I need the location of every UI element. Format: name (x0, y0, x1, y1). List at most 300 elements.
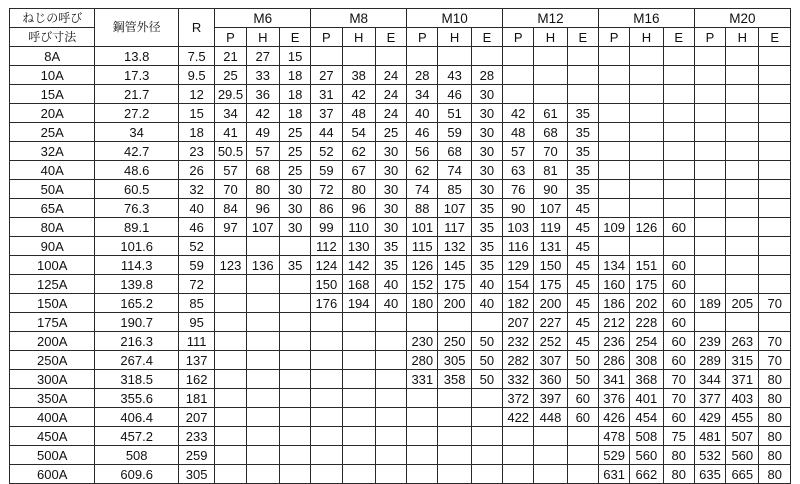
cell-m6-p: 21 (215, 47, 246, 66)
cell-m16-p (598, 104, 629, 123)
cell-m12-p: 116 (503, 237, 534, 256)
cell-m16-e: 60 (663, 218, 694, 237)
cell-m20-h: 205 (726, 294, 759, 313)
cell-m6-p (215, 275, 246, 294)
cell-m20-h: 507 (726, 427, 759, 446)
cell-m16-p: 236 (598, 332, 629, 351)
cell-m16-h (630, 47, 663, 66)
cell-m8-h: 142 (342, 256, 375, 275)
cell-m10-h: 107 (438, 199, 471, 218)
cell-r: 26 (178, 161, 214, 180)
cell-m6-e: 30 (279, 180, 310, 199)
cell-m20-p (694, 199, 725, 218)
cell-m20-p: 189 (694, 294, 725, 313)
subheader-m20-p: P (694, 28, 725, 47)
cell-m16-p (598, 123, 629, 142)
subheader-m12-h: H (534, 28, 567, 47)
cell-m16-e (663, 142, 694, 161)
cell-m10-p: 331 (407, 370, 438, 389)
cell-m6-p (215, 313, 246, 332)
cell-m12-p: 42 (503, 104, 534, 123)
cell-r: 7.5 (178, 47, 214, 66)
cell-m12-p: 90 (503, 199, 534, 218)
cell-m12-h (534, 427, 567, 446)
cell-m20-p: 532 (694, 446, 725, 465)
cell-m8-e (375, 313, 406, 332)
header-size-m12: M12 (503, 9, 599, 28)
cell-m12-p: 182 (503, 294, 534, 313)
cell-r: 52 (178, 237, 214, 256)
subheader-m8-h: H (342, 28, 375, 47)
table-body (10, 47, 791, 484)
cell-m8-h (342, 408, 375, 427)
cell-m8-p (311, 47, 342, 66)
cell-m8-h (342, 313, 375, 332)
cell-r: 207 (178, 408, 214, 427)
cell-nominal-size: 500A (10, 446, 95, 465)
table-row (10, 199, 791, 218)
cell-m16-p: 186 (598, 294, 629, 313)
cell-pipe-od: 60.5 (95, 180, 178, 199)
subheader-m10-h: H (438, 28, 471, 47)
cell-m20-p (694, 66, 725, 85)
cell-m20-e (759, 199, 791, 218)
cell-m12-p (503, 85, 534, 104)
cell-pipe-od: 13.8 (95, 47, 178, 66)
cell-m10-h: 200 (438, 294, 471, 313)
cell-m10-e (471, 313, 502, 332)
cell-m16-h: 254 (630, 332, 663, 351)
cell-m16-h: 151 (630, 256, 663, 275)
cell-m12-h (534, 66, 567, 85)
cell-m10-p (407, 465, 438, 484)
cell-m12-h: 227 (534, 313, 567, 332)
cell-m12-e (567, 85, 598, 104)
subheader-m10-p: P (407, 28, 438, 47)
cell-m10-h: 85 (438, 180, 471, 199)
cell-m16-e: 80 (663, 465, 694, 484)
header-nominal-size: 呼び寸法 (10, 28, 95, 47)
cell-m8-h: 42 (342, 85, 375, 104)
cell-m8-h: 48 (342, 104, 375, 123)
cell-m16-h (630, 104, 663, 123)
cell-m6-p: 97 (215, 218, 246, 237)
cell-m12-p: 422 (503, 408, 534, 427)
cell-m20-p: 239 (694, 332, 725, 351)
cell-m20-p (694, 47, 725, 66)
table-row (10, 332, 791, 351)
cell-m16-e (663, 180, 694, 199)
cell-m12-h: 81 (534, 161, 567, 180)
cell-m10-e: 30 (471, 123, 502, 142)
cell-m8-p: 86 (311, 199, 342, 218)
cell-m8-p: 27 (311, 66, 342, 85)
cell-pipe-od: 165.2 (95, 294, 178, 313)
cell-m16-e: 70 (663, 370, 694, 389)
cell-m16-e (663, 237, 694, 256)
table-row (10, 389, 791, 408)
cell-m10-p: 28 (407, 66, 438, 85)
cell-m20-p (694, 313, 725, 332)
cell-m16-e (663, 161, 694, 180)
cell-m8-p: 99 (311, 218, 342, 237)
cell-nominal-size: 20A (10, 104, 95, 123)
cell-m20-p (694, 218, 725, 237)
cell-m10-e (471, 465, 502, 484)
cell-m6-h (246, 427, 279, 446)
cell-m20-p (694, 85, 725, 104)
cell-m16-h: 126 (630, 218, 663, 237)
cell-m8-h (342, 389, 375, 408)
cell-m10-h (438, 427, 471, 446)
cell-pipe-od: 114.3 (95, 256, 178, 275)
cell-m10-p: 180 (407, 294, 438, 313)
cell-pipe-od: 139.8 (95, 275, 178, 294)
cell-m6-h (246, 408, 279, 427)
cell-m12-e (567, 66, 598, 85)
cell-m6-p (215, 351, 246, 370)
cell-m8-p: 31 (311, 85, 342, 104)
cell-pipe-od: 42.7 (95, 142, 178, 161)
cell-m20-h (726, 256, 759, 275)
cell-m16-h: 228 (630, 313, 663, 332)
cell-m8-e: 24 (375, 85, 406, 104)
cell-m8-p: 44 (311, 123, 342, 142)
cell-nominal-size: 50A (10, 180, 95, 199)
cell-m12-e (567, 446, 598, 465)
header-size-m8: M8 (311, 9, 407, 28)
cell-m10-p: 62 (407, 161, 438, 180)
subheader-m8-e: E (375, 28, 406, 47)
cell-m20-e (759, 218, 791, 237)
cell-m6-p (215, 389, 246, 408)
cell-m20-e: 80 (759, 465, 791, 484)
cell-m8-h: 67 (342, 161, 375, 180)
cell-m12-e: 60 (567, 408, 598, 427)
cell-r: 23 (178, 142, 214, 161)
cell-m6-e (279, 408, 310, 427)
cell-m16-h: 175 (630, 275, 663, 294)
header-size-m20: M20 (694, 9, 790, 28)
table-row (10, 256, 791, 275)
cell-m16-p: 341 (598, 370, 629, 389)
cell-m8-p (311, 389, 342, 408)
cell-m10-h: 59 (438, 123, 471, 142)
cell-m8-p: 72 (311, 180, 342, 199)
table-row (10, 313, 791, 332)
cell-nominal-size: 600A (10, 465, 95, 484)
cell-m16-h: 202 (630, 294, 663, 313)
cell-r: 18 (178, 123, 214, 142)
cell-m10-h (438, 446, 471, 465)
cell-nominal-size: 32A (10, 142, 95, 161)
cell-m16-p: 286 (598, 351, 629, 370)
cell-m20-e: 80 (759, 446, 791, 465)
cell-nominal-size: 8A (10, 47, 95, 66)
cell-m6-e (279, 332, 310, 351)
header-size-m10: M10 (407, 9, 503, 28)
cell-m8-h (342, 370, 375, 389)
cell-m6-h (246, 275, 279, 294)
cell-pipe-od: 190.7 (95, 313, 178, 332)
cell-m20-e (759, 237, 791, 256)
cell-m20-e (759, 161, 791, 180)
cell-m10-e: 30 (471, 161, 502, 180)
cell-m10-p: 115 (407, 237, 438, 256)
cell-m8-e (375, 427, 406, 446)
cell-m20-e (759, 104, 791, 123)
table-row (10, 161, 791, 180)
cell-m6-h: 33 (246, 66, 279, 85)
cell-m16-p (598, 66, 629, 85)
table-row (10, 104, 791, 123)
cell-r: 15 (178, 104, 214, 123)
cell-m10-h (438, 313, 471, 332)
cell-m10-p: 126 (407, 256, 438, 275)
cell-r: 12 (178, 85, 214, 104)
cell-m12-e: 60 (567, 389, 598, 408)
cell-m16-e (663, 199, 694, 218)
cell-m6-e (279, 465, 310, 484)
cell-m6-p (215, 408, 246, 427)
cell-m8-e: 30 (375, 161, 406, 180)
cell-pipe-od: 457.2 (95, 427, 178, 446)
cell-m10-e (471, 408, 502, 427)
cell-m16-h (630, 161, 663, 180)
cell-m20-h (726, 66, 759, 85)
cell-m10-e: 35 (471, 218, 502, 237)
cell-m12-e: 45 (567, 256, 598, 275)
table-row (10, 351, 791, 370)
cell-r: 32 (178, 180, 214, 199)
cell-m12-p: 332 (503, 370, 534, 389)
header-pipe-outer-diameter: 鋼管外径 (95, 9, 178, 47)
cell-m10-e: 30 (471, 104, 502, 123)
cell-m12-p: 154 (503, 275, 534, 294)
cell-pipe-od: 406.4 (95, 408, 178, 427)
cell-m6-h (246, 370, 279, 389)
cell-m20-e (759, 85, 791, 104)
cell-m12-h: 119 (534, 218, 567, 237)
cell-m16-h: 368 (630, 370, 663, 389)
cell-m8-e (375, 389, 406, 408)
cell-m8-p (311, 313, 342, 332)
cell-m12-e: 50 (567, 351, 598, 370)
cell-m8-p (311, 332, 342, 351)
cell-r: 72 (178, 275, 214, 294)
cell-m20-p: 289 (694, 351, 725, 370)
cell-m16-p: 134 (598, 256, 629, 275)
cell-m16-p: 478 (598, 427, 629, 446)
cell-m12-h: 131 (534, 237, 567, 256)
subheader-m20-e: E (759, 28, 791, 47)
cell-m10-h: 46 (438, 85, 471, 104)
cell-m12-h: 175 (534, 275, 567, 294)
cell-m8-h: 38 (342, 66, 375, 85)
cell-m6-e: 25 (279, 123, 310, 142)
cell-m20-h: 371 (726, 370, 759, 389)
cell-m12-h: 200 (534, 294, 567, 313)
cell-m6-p: 84 (215, 199, 246, 218)
cell-m8-h (342, 465, 375, 484)
cell-r: 137 (178, 351, 214, 370)
cell-m12-p (503, 47, 534, 66)
cell-m10-p: 46 (407, 123, 438, 142)
table-row (10, 237, 791, 256)
cell-m20-e: 70 (759, 351, 791, 370)
cell-m12-h: 397 (534, 389, 567, 408)
cell-m16-e (663, 85, 694, 104)
cell-m20-e: 80 (759, 370, 791, 389)
pipe-bolt-spec-table (9, 8, 791, 484)
table-row (10, 294, 791, 313)
cell-m12-e: 35 (567, 123, 598, 142)
cell-m10-e: 30 (471, 142, 502, 161)
subheader-m6-h: H (246, 28, 279, 47)
cell-m10-e (471, 389, 502, 408)
cell-m20-p (694, 104, 725, 123)
cell-m6-p (215, 237, 246, 256)
table-row (10, 465, 791, 484)
cell-r: 95 (178, 313, 214, 332)
cell-nominal-size: 150A (10, 294, 95, 313)
cell-m20-h (726, 218, 759, 237)
cell-m20-h: 665 (726, 465, 759, 484)
cell-m12-p: 63 (503, 161, 534, 180)
cell-r: 85 (178, 294, 214, 313)
cell-m6-p (215, 294, 246, 313)
cell-m10-h (438, 389, 471, 408)
cell-nominal-size: 25A (10, 123, 95, 142)
cell-m12-e: 35 (567, 104, 598, 123)
cell-m20-h (726, 180, 759, 199)
cell-m10-e: 50 (471, 351, 502, 370)
cell-pipe-od: 27.2 (95, 104, 178, 123)
cell-r: 46 (178, 218, 214, 237)
cell-nominal-size: 350A (10, 389, 95, 408)
cell-nominal-size: 450A (10, 427, 95, 446)
cell-m20-p (694, 237, 725, 256)
subheader-m12-e: E (567, 28, 598, 47)
cell-m20-e: 80 (759, 389, 791, 408)
cell-m10-h: 117 (438, 218, 471, 237)
cell-m12-e: 35 (567, 180, 598, 199)
cell-m16-p: 631 (598, 465, 629, 484)
cell-m12-h (534, 85, 567, 104)
cell-m10-p: 230 (407, 332, 438, 351)
cell-m20-p: 377 (694, 389, 725, 408)
cell-m8-h (342, 332, 375, 351)
cell-m16-h: 308 (630, 351, 663, 370)
cell-m8-h: 96 (342, 199, 375, 218)
cell-m6-e: 18 (279, 85, 310, 104)
cell-m12-e: 45 (567, 294, 598, 313)
cell-m20-e (759, 142, 791, 161)
cell-m8-p: 176 (311, 294, 342, 313)
subheader-m16-e: E (663, 28, 694, 47)
cell-m8-e: 25 (375, 123, 406, 142)
cell-m6-e (279, 294, 310, 313)
cell-nominal-size: 125A (10, 275, 95, 294)
cell-m20-e (759, 66, 791, 85)
cell-m8-p (311, 351, 342, 370)
cell-m8-h: 168 (342, 275, 375, 294)
cell-pipe-od: 34 (95, 123, 178, 142)
cell-m6-e: 25 (279, 142, 310, 161)
cell-r: 40 (178, 199, 214, 218)
cell-m10-e (471, 47, 502, 66)
cell-m12-h: 70 (534, 142, 567, 161)
cell-m6-e: 35 (279, 256, 310, 275)
cell-pipe-od: 267.4 (95, 351, 178, 370)
cell-m10-p (407, 47, 438, 66)
cell-m10-p: 74 (407, 180, 438, 199)
cell-m8-e (375, 351, 406, 370)
cell-m8-h: 130 (342, 237, 375, 256)
subheader-m16-h: H (630, 28, 663, 47)
cell-m20-p (694, 123, 725, 142)
table-row (10, 85, 791, 104)
cell-m10-p: 34 (407, 85, 438, 104)
cell-m8-e: 30 (375, 142, 406, 161)
cell-m16-h (630, 237, 663, 256)
cell-m8-h: 194 (342, 294, 375, 313)
cell-m6-h: 49 (246, 123, 279, 142)
cell-m16-p (598, 85, 629, 104)
cell-m6-h: 57 (246, 142, 279, 161)
header-size-m6: M6 (215, 9, 311, 28)
cell-m6-p: 41 (215, 123, 246, 142)
cell-m6-p: 70 (215, 180, 246, 199)
cell-m12-p: 48 (503, 123, 534, 142)
cell-m16-e: 60 (663, 332, 694, 351)
cell-m16-e (663, 47, 694, 66)
cell-m20-e: 70 (759, 294, 791, 313)
cell-m12-p: 76 (503, 180, 534, 199)
cell-m12-e: 35 (567, 161, 598, 180)
spec-table-container (9, 8, 791, 484)
cell-m12-h: 360 (534, 370, 567, 389)
cell-m8-e (375, 47, 406, 66)
cell-m10-h: 145 (438, 256, 471, 275)
cell-pipe-od: 89.1 (95, 218, 178, 237)
cell-m20-h (726, 104, 759, 123)
cell-pipe-od: 21.7 (95, 85, 178, 104)
cell-m10-e: 35 (471, 237, 502, 256)
cell-m6-h (246, 237, 279, 256)
table-row (10, 275, 791, 294)
cell-m20-h (726, 85, 759, 104)
cell-m16-h (630, 85, 663, 104)
cell-m6-e (279, 237, 310, 256)
cell-m20-e: 80 (759, 427, 791, 446)
cell-m8-p: 112 (311, 237, 342, 256)
cell-m16-h: 508 (630, 427, 663, 446)
cell-m10-h: 175 (438, 275, 471, 294)
cell-nominal-size: 400A (10, 408, 95, 427)
cell-pipe-od: 508 (95, 446, 178, 465)
table-row (10, 66, 791, 85)
cell-m8-h (342, 351, 375, 370)
cell-m8-e: 24 (375, 104, 406, 123)
cell-m6-h (246, 389, 279, 408)
cell-m8-h: 110 (342, 218, 375, 237)
cell-m16-p (598, 237, 629, 256)
table-row (10, 47, 791, 66)
cell-m16-e: 60 (663, 275, 694, 294)
cell-m16-h: 454 (630, 408, 663, 427)
cell-nominal-size: 15A (10, 85, 95, 104)
